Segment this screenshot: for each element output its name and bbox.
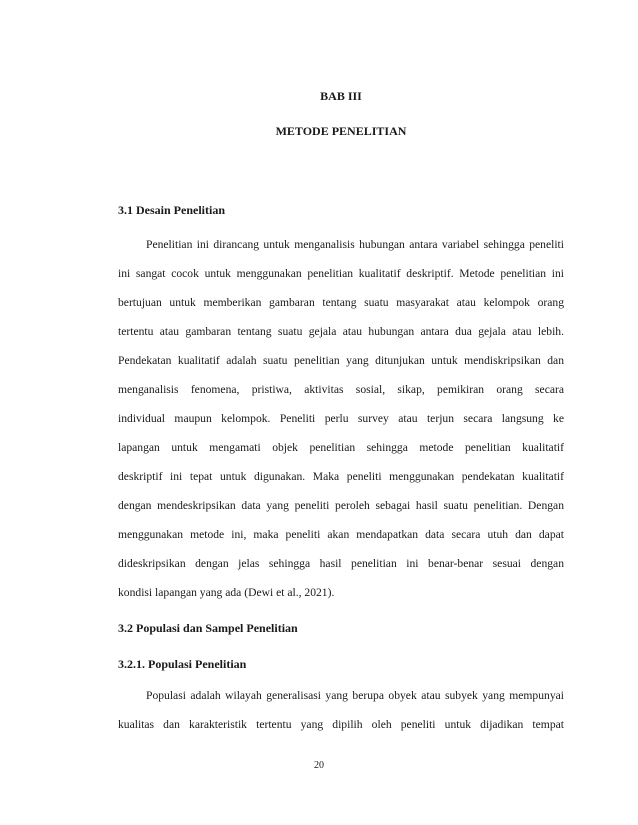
chapter-title: METODE PENELITIAN — [275, 124, 407, 138]
paragraph-line: Pendekatan kualitatif adalah suatu penelitian yang ditunjukan untuk mendiskripsikan dan — [118, 354, 564, 367]
paragraph-line: kualitas dan karakteristik tertentu yang dipilih oleh peneliti untuk dijadikan tempat — [118, 718, 564, 731]
chapter-label: BAB III — [320, 89, 362, 103]
paragraph-line: menggunakan metode ini, maka peneliti akan mendapatkan data secara utuh dan dapat — [118, 528, 564, 541]
paragraph-line: menganalisis fenomena, pristiwa, aktivitas sosial, sikap, pemikiran orang secara — [118, 383, 564, 396]
paragraph-line: deskriptif ini tepat untuk digunakan. Maka peneliti menggunakan pendekatan kualitatif — [118, 470, 564, 483]
section-heading-3-2-1: 3.2.1. Populasi Penelitian — [118, 657, 247, 671]
paragraph-line: kondisi lapangan yang ada (Dewi et al., 2021). — [118, 586, 335, 599]
paragraph-populasi-penelitian — [118, 689, 564, 747]
section-heading-3-1: 3.1 Desain Penelitian — [118, 203, 225, 217]
paragraph-line: individual maupun kelompok. Peneliti perlu survey atau terjun secara langsung ke — [118, 412, 564, 425]
paragraph-line: bertujuan untuk memberikan gambaran tentang suatu masyarakat atau kelompok orang — [118, 296, 564, 309]
paragraph-line: Penelitian ini dirancang untuk menganalisis hubungan antara variabel sehingga peneliti — [146, 238, 564, 251]
paragraph-line: tertentu atau gambaran tentang suatu gejala atau hubungan antara dua gejala atau lebih. — [118, 325, 564, 338]
paragraph-desain-penelitian — [118, 238, 564, 615]
paragraph-line: lapangan untuk mengamati objek penelitian sehingga metode penelitian kualitatif — [118, 441, 564, 454]
page-number: 20 — [314, 760, 324, 771]
section-heading-3-2: 3.2 Populasi dan Sampel Penelitian — [118, 621, 298, 635]
paragraph-line: ini sangat cocok untuk menggunakan penelitian kualitatif deskriptif. Metode penelitian ini — [118, 267, 564, 280]
paragraph-line: dengan mendeskripsikan data yang peneliti peroleh sebagai hasil suatu penelitian. Dengan — [118, 499, 564, 512]
paragraph-line: dideskripsikan dengan jelas sehingga hasil penelitian ini benar-benar sesuai dengan — [118, 557, 564, 570]
paragraph-line: Populasi adalah wilayah generalisasi yang berupa obyek atau subyek yang mempunyai — [146, 689, 564, 702]
